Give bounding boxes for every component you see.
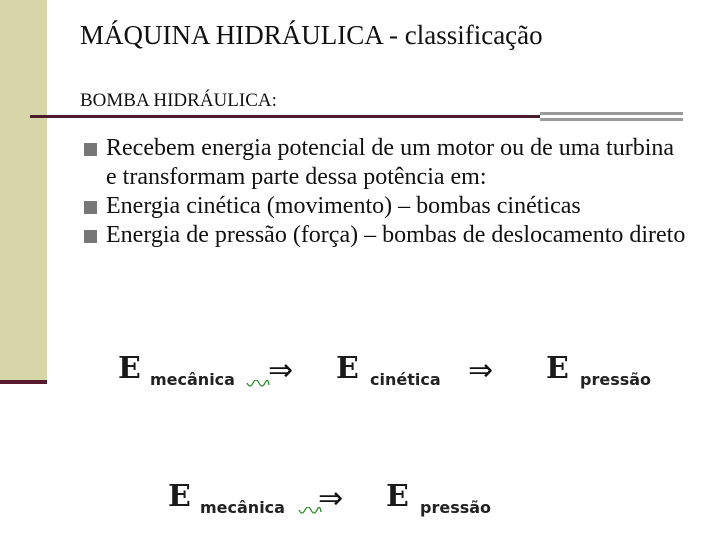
equation-image [108, 333, 682, 540]
energy-symbol: E [118, 351, 141, 386]
side-band [0, 0, 47, 384]
bullet-item [80, 192, 690, 221]
implies-arrow-icon: ⇒ [318, 481, 344, 516]
bullet-list [80, 134, 690, 250]
bullet-text: Energia cinética (movimento) – bombas cinéticas [106, 193, 581, 219]
bullet-square-icon [84, 201, 97, 214]
title-rule-accent [540, 112, 683, 124]
slide-title: MÁQUINA HIDRÁULICA - classificação [80, 20, 543, 50]
implies-arrow-icon: ⇒ [468, 353, 494, 388]
energy-symbol: E [168, 479, 191, 514]
energy-symbol: E [546, 351, 569, 386]
energy-symbol: E [336, 351, 359, 386]
implies-arrow-icon: ⇒ [268, 353, 294, 388]
bullet-square-icon [84, 143, 97, 156]
equation-line-1 [108, 333, 682, 413]
side-band-bottom-bar [0, 380, 47, 384]
bullet-text: Recebem energia potencial de um motor ou de uma turbina e transformam parte dessa potência em: [106, 135, 675, 190]
energy-subscript: mecânica [200, 498, 285, 517]
bullet-item [80, 221, 690, 250]
equation-line-2 [108, 463, 682, 540]
energy-subscript: pressão [580, 370, 652, 389]
energy-subscript: pressão [420, 498, 492, 517]
slide-subtitle: BOMBA HIDRÁULICA: [80, 90, 277, 111]
bullet-item [80, 134, 690, 192]
bullet-square-icon [84, 230, 97, 243]
energy-symbol: E [386, 479, 409, 514]
bullet-text: Energia de pressão (força) – bombas de deslocamento direto [106, 222, 686, 248]
title-rule [30, 115, 540, 118]
squiggle-icon [246, 380, 270, 390]
energy-subscript: mecânica [150, 370, 235, 389]
energy-subscript: cinética [370, 370, 441, 389]
